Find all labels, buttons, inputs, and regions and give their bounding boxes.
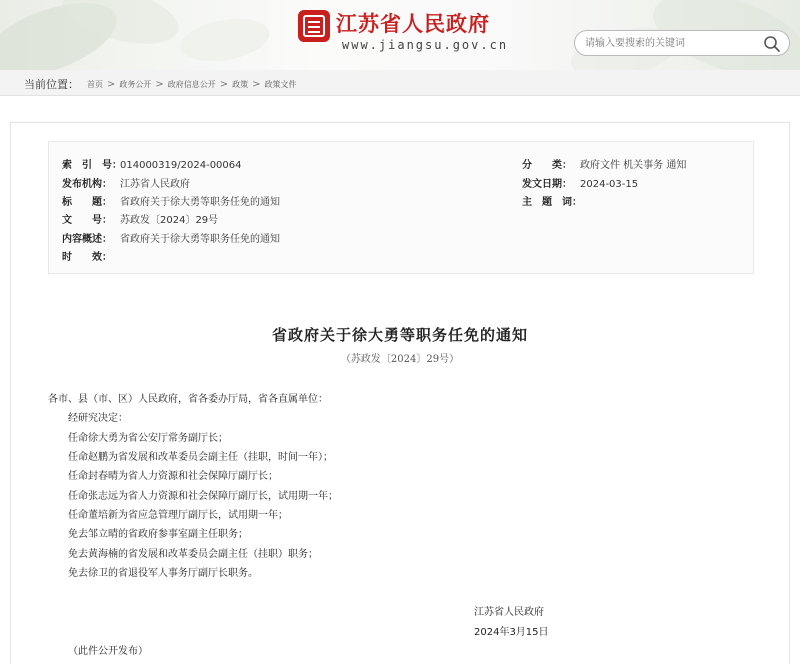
- search-icon[interactable]: [763, 35, 781, 53]
- document-number: （苏政发〔2024〕29号）: [340, 354, 460, 365]
- site-title[interactable]: 江苏省人民政府: [336, 12, 490, 36]
- breadcrumb-separator-icon: >: [107, 78, 116, 90]
- meta-docno: 文 号： 苏政发〔2024〕29号: [62, 215, 219, 226]
- search-input[interactable]: [585, 34, 755, 52]
- meta-title: 标 题： 省政府关于徐大勇等职务任免的通知: [62, 197, 280, 208]
- meta-summary: 内容概述： 省政府关于徐大勇等职务任免的通知: [62, 234, 280, 245]
- meta-publisher: 发布机构： 江苏省人民政府: [62, 179, 190, 190]
- document-title: 省政府关于徐大勇等职务任免的通知: [271, 326, 528, 344]
- site-header: [0, 0, 800, 70]
- document-line: 免去徐卫的省退役军人事务厅副厅长职务。: [68, 568, 258, 579]
- document-signer: 江苏省人民政府: [474, 607, 544, 618]
- meta-validity: 时 效：: [62, 252, 112, 263]
- document-sign-date: 2024年3月15日: [474, 627, 549, 638]
- breadcrumb-item-policy-docs[interactable]: 政策文件: [264, 79, 297, 89]
- document-line: 免去黄海楠的省发展和改革委员会副主任（挂职）职务；: [68, 549, 318, 560]
- breadcrumb-item-info-disclosure[interactable]: 政府信息公开: [167, 79, 216, 89]
- document-line: 经研究决定：: [68, 413, 128, 424]
- document-line: 任命徐大勇为省公安厅常务副厅长；: [68, 433, 228, 444]
- site-url: www.jiangsu.gov.cn: [342, 38, 509, 52]
- breadcrumb-bar: [0, 70, 800, 96]
- document-line: 免去邹立晴的省政府参事室副主任职务；: [68, 529, 248, 540]
- breadcrumb-item-gov-affairs[interactable]: 政务公开: [119, 79, 152, 89]
- breadcrumb-lead: 当前位置：: [24, 78, 79, 91]
- breadcrumb: [24, 76, 297, 92]
- decor-leaf: [177, 12, 273, 67]
- breadcrumb-separator-icon: >: [252, 78, 261, 90]
- document-line: 任命张志远为省人力资源和社会保障厅副厅长，试用期一年；: [68, 491, 338, 502]
- meta-category: 分 类： 政府文件 机关事务 通知: [522, 160, 687, 171]
- meta-index: 索 引 号：014000319/2024-00064: [62, 160, 242, 171]
- meta-subject: 主 题 词：: [522, 197, 582, 208]
- search-box[interactable]: [574, 30, 790, 56]
- meta-date: 发文日期： 2024-03-15: [522, 179, 639, 190]
- document-salutation: 各市、县（市、区）人民政府，省各委办厅局，省各直属单位：: [48, 394, 328, 405]
- document-line: 任命董培新为省应急管理厅副厅长，试用期一年；: [68, 510, 288, 521]
- breadcrumb-separator-icon: >: [219, 78, 229, 90]
- government-emblem-icon[interactable]: [298, 10, 330, 42]
- breadcrumb-item-policy[interactable]: 政策: [232, 79, 249, 89]
- document-line: 任命赵鹏为省发展和改革委员会副主任（挂职，时间一年）；: [68, 452, 333, 463]
- document-line: 任命封春晴为省人力资源和社会保障厅副厅长；: [68, 471, 278, 482]
- breadcrumb-separator-icon: >: [155, 78, 164, 90]
- document-release-note: （此件公开发布）: [68, 646, 148, 657]
- breadcrumb-item-home[interactable]: 首页: [87, 79, 103, 89]
